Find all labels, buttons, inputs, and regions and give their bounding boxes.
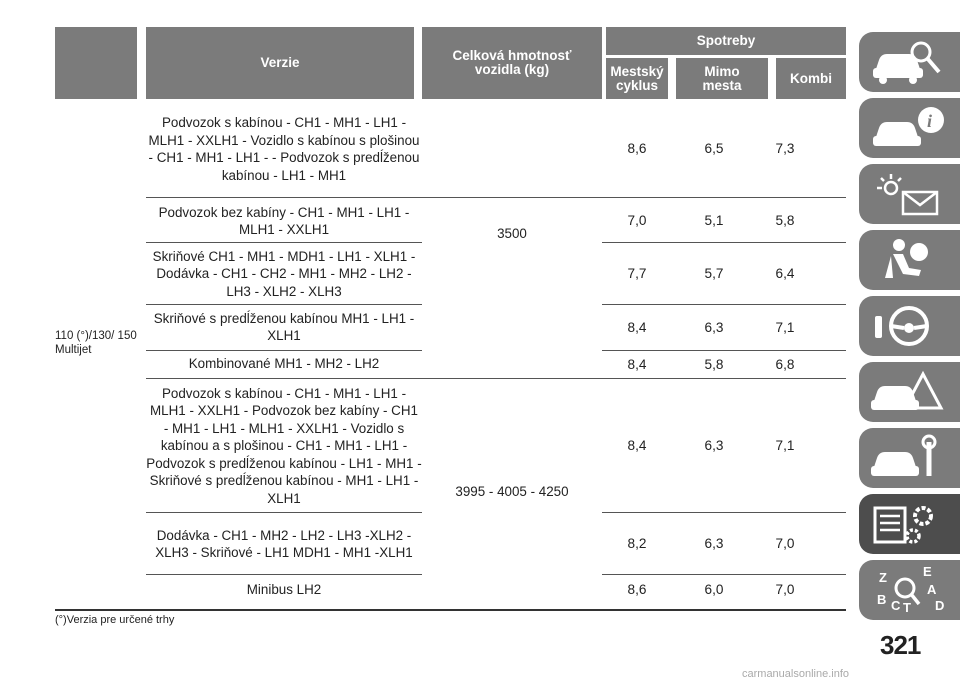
airbag-person-icon: [869, 236, 949, 284]
value-kombi: 7,1: [775, 320, 795, 335]
row-divider: [602, 512, 846, 513]
watermark: carmanualsonline.info: [742, 668, 850, 680]
row-divider: [602, 304, 846, 305]
value-mestsky: 8,2: [627, 536, 647, 551]
header-verzie: Verzie: [146, 27, 414, 99]
svg-text:A: A: [927, 582, 937, 597]
row-divider: [146, 378, 846, 379]
car-info-icon: [869, 104, 949, 152]
value-kombi: 7,0: [775, 582, 795, 597]
header-mestsky: Mestský cyklus: [606, 58, 668, 99]
svg-text:i: i: [927, 111, 933, 131]
version-cell: Dodávka - CH1 - MH2 - LH2 - LH3 -XLH2 - XLH3 - Skriňové - LH1 MDH1 - MH1 -XLH1: [155, 527, 413, 560]
value-mestsky: 7,7: [627, 266, 647, 281]
value-mestsky: 8,4: [627, 320, 647, 335]
value-kombi: 7,0: [775, 536, 795, 551]
value-mimo: 5,7: [704, 266, 724, 281]
svg-text:Z: Z: [879, 570, 887, 585]
version-cell: Podvozok s kabínou - CH1 - MH1 - LH1 - MLH1 - XXLH1 - Vozidlo s kabínou s plošinou - CH1 - MH1 - LH1 - - Podvozok s predĺženou kabínou - LH1 - MH1: [148, 115, 420, 183]
car-hazard-icon: [869, 368, 949, 416]
car-search-icon: [869, 38, 949, 86]
tab-car-info[interactable]: [859, 98, 960, 158]
version-cell: Podvozok s kabínou - CH1 - MH1 - LH1 - MLH1 - XXLH1 - Podvozok bez kabíny - CH1 - MH1 - LH1 - MLH1 - XXLH1 - Vozidlo s kabínou a s plošinou - CH1 - MH1 - LH1 - Podvozok s predĺženou kabínou - LH1 - MH1 - Skriňové s predĺženou kabínou - MH1 - LH1 - XLH1: [146, 385, 422, 506]
value-mimo: 6,3: [704, 320, 724, 335]
weight-3500: 3500: [497, 226, 527, 242]
table-bottom-border: [55, 609, 846, 611]
svg-text:T: T: [903, 600, 911, 614]
tab-steering[interactable]: [859, 296, 960, 356]
steering-wheel-icon: [869, 302, 949, 350]
engine-label: 110 (°)/130/ 150 Multijet: [55, 330, 137, 356]
version-cell: Skriňové CH1 - MH1 - MDH1 - LH1 - XLH1 - Dodávka - CH1 - CH2 - MH1 - MH2 - LH2 - LH3 - XLH2 - XLH3: [152, 248, 416, 299]
value-mestsky: 8,6: [627, 141, 647, 156]
footnote: (°)Verzia pre určené trhy: [55, 614, 175, 626]
header-mimo: Mimo mesta: [676, 58, 768, 99]
tab-car-hazard[interactable]: [859, 362, 960, 422]
warning-lights-icon: [869, 170, 949, 218]
value-mimo: 6,3: [704, 438, 724, 453]
value-mimo: 6,5: [704, 141, 724, 156]
version-cell: Podvozok bez kabíny - CH1 - MH1 - LH1 - MLH1 - XXLH1: [158, 204, 410, 237]
value-kombi: 5,8: [775, 213, 795, 228]
version-cell: Skriňové s predĺženou kabínou MH1 - LH1 - XLH1: [153, 310, 415, 343]
svg-text:C: C: [891, 598, 901, 613]
tab-warning-lights[interactable]: [859, 164, 960, 224]
page-number: 321: [880, 630, 921, 660]
alphabet-index-icon: [869, 566, 949, 614]
svg-text:D: D: [935, 598, 945, 613]
svg-text:B: B: [877, 592, 887, 607]
header-kombi: Kombi: [776, 58, 846, 99]
tab-car-search[interactable]: [859, 32, 960, 92]
version-cell: Kombinované MH1 - MH2 - LH2: [188, 356, 380, 372]
row-divider: [602, 350, 846, 351]
tab-specs[interactable]: [859, 494, 960, 554]
row-divider: [146, 304, 422, 305]
value-kombi: 6,8: [775, 357, 795, 372]
value-mimo: 5,8: [704, 357, 724, 372]
tab-airbag[interactable]: [859, 230, 960, 290]
row-divider: [146, 512, 422, 513]
specs-gear-icon: [869, 500, 949, 548]
row-divider: [602, 574, 846, 575]
value-kombi: 7,1: [775, 438, 795, 453]
value-mimo: 5,1: [704, 213, 724, 228]
row-divider: [146, 574, 422, 575]
value-mestsky: 8,6: [627, 582, 647, 597]
weight-3995: 3995 - 4005 - 4250: [455, 484, 569, 500]
value-mestsky: 8,4: [627, 357, 647, 372]
svg-text:E: E: [923, 566, 932, 579]
tab-index[interactable]: [859, 560, 960, 620]
version-cell: Minibus LH2: [246, 582, 322, 598]
value-mimo: 6,0: [704, 582, 724, 597]
row-divider: [602, 242, 846, 243]
row-divider: [146, 197, 846, 198]
header-blank: [55, 27, 137, 99]
value-kombi: 7,3: [775, 141, 795, 156]
header-spotreby: Spotreby: [606, 27, 846, 55]
value-mimo: 6,3: [704, 536, 724, 551]
value-kombi: 6,4: [775, 266, 795, 281]
row-divider: [146, 242, 422, 243]
row-divider: [146, 350, 422, 351]
value-mestsky: 7,0: [627, 213, 647, 228]
header-hmotnost: Celková hmotnosť vozidla (kg): [422, 27, 602, 99]
tab-car-wrench[interactable]: [859, 428, 960, 488]
value-mestsky: 8,4: [627, 438, 647, 453]
car-wrench-icon: [869, 434, 949, 482]
